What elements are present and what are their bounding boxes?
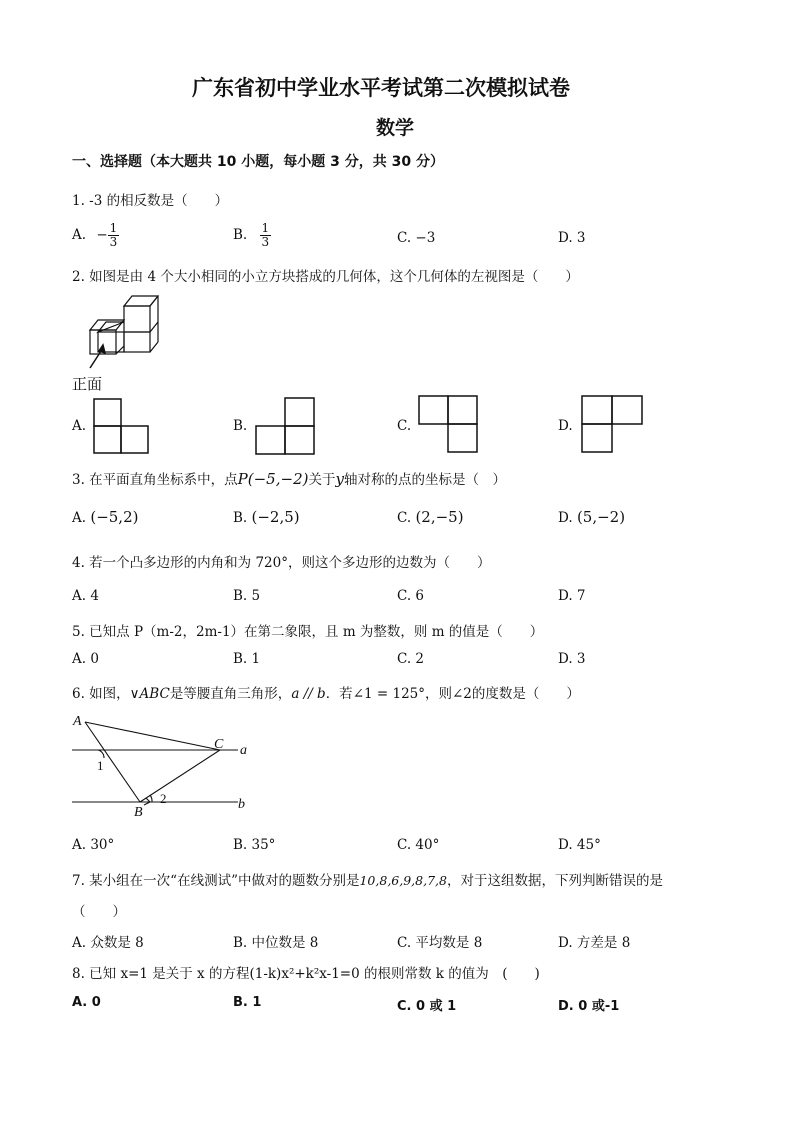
q8-option-d[interactable]: D. 0 或-1 — [558, 999, 620, 1014]
q6-option-c[interactable]: C. 40° — [397, 837, 440, 853]
angle-2-label: 2 — [160, 791, 167, 806]
q5-option-d[interactable]: D. 3 — [558, 651, 586, 667]
q5-option-c[interactable]: C. 2 — [397, 651, 425, 667]
page-title: 广东省初中学业水平考试第二次模拟试卷 — [192, 76, 570, 100]
q6-option-a[interactable]: A. 30° — [72, 837, 115, 853]
triangle-figure — [70, 712, 260, 822]
q2-option-c-label[interactable]: C. — [397, 418, 412, 434]
q7-option-a[interactable]: A. 众数是 8 — [72, 935, 144, 951]
section-heading: 一、选择题（本大题共 10 小题，每小题 3 分，共 30 分） — [72, 154, 444, 170]
q3-option-b[interactable]: B. (−2,5) — [233, 508, 300, 526]
q2-option-c-view — [417, 394, 481, 456]
question-8-stem: 8. 已知 x=1 是关于 x 的方程(1-k)x²+k²x-1=0 的根则常数 k 的值为 ( ) — [72, 966, 540, 982]
q2-option-b-label[interactable]: B. — [233, 418, 248, 434]
q2-option-b-view — [254, 396, 318, 456]
q5-option-b[interactable]: B. 1 — [233, 651, 261, 667]
q6-option-d[interactable]: D. 45° — [558, 837, 601, 853]
q2-option-d-label[interactable]: D. — [558, 418, 573, 434]
q1-option-a-sign: − — [96, 227, 108, 243]
q1-option-a[interactable] — [72, 222, 119, 249]
q8-option-b[interactable]: B. 1 — [233, 995, 262, 1010]
line-a-label: a — [240, 743, 247, 758]
q3-option-a[interactable]: A. (−5,2) — [72, 508, 139, 526]
page-subtitle: 数学 — [376, 117, 415, 139]
question-1-stem: 1. -3 的相反数是（ ） — [72, 193, 229, 209]
question-3-stem: 3. 在平面直角坐标系中，点P(−5,−2)关于y轴对称的点的坐标是（ ） — [72, 470, 506, 488]
q1-option-b-label: B. — [233, 227, 248, 243]
question-5-stem: 5. 已知点 P（m-2，2m-1）在第二象限，且 m 为整数，则 m 的值是（ ） — [72, 624, 544, 640]
q4-option-c[interactable]: C. 6 — [397, 588, 425, 604]
q7-option-c[interactable]: C. 平均数是 8 — [397, 935, 483, 951]
q4-option-a[interactable]: A. 4 — [72, 588, 99, 604]
q2-option-a-label[interactable]: A. — [72, 418, 87, 434]
q1-option-c[interactable]: C. −3 — [397, 230, 436, 246]
question-7-paren: （ ） — [72, 904, 126, 920]
q2-option-d-view — [580, 394, 646, 456]
angle-1-label: 1 — [97, 758, 104, 773]
vertex-c-label: C — [214, 737, 224, 752]
vertex-a-label: A — [73, 714, 82, 729]
question-6-stem: 6. 如图，∨ABC是等腰直角三角形，a // b．若∠1 = 125°，则∠2的度数是（ ） — [72, 686, 580, 702]
q7-option-b[interactable]: B. 中位数是 8 — [233, 935, 319, 951]
q2-option-a-view — [92, 397, 152, 457]
cube-figure — [72, 290, 172, 380]
q3-option-d[interactable]: D. (5,−2) — [558, 508, 626, 526]
q8-option-c[interactable]: C. 0 或 1 — [397, 999, 457, 1014]
question-4-stem: 4. 若一个凸多边形的内角和为 720°，则这个多边形的边数为（ ） — [72, 555, 491, 571]
vertex-b-label: B — [134, 805, 143, 820]
q5-option-a[interactable]: A. 0 — [72, 651, 99, 667]
q3-option-c[interactable]: C. (2,−5) — [397, 508, 464, 526]
q7-option-d[interactable]: D. 方差是 8 — [558, 935, 631, 951]
line-b-label: b — [238, 797, 245, 812]
q1-option-a-fraction: $\frac{1}{3}$ — [109, 221, 118, 249]
front-label: 正面 — [72, 375, 103, 393]
q1-option-d[interactable]: D. 3 — [558, 230, 586, 246]
q6-option-b[interactable]: B. 35° — [233, 837, 276, 853]
q8-option-a[interactable]: A. 0 — [72, 995, 101, 1010]
q1-option-b[interactable] — [233, 222, 271, 249]
question-7-stem: 7. 某小组在一次“在线测试”中做对的题数分别是10,8,6,9,8,7,8，对于这组数据，下列判断错误的是 — [72, 873, 663, 889]
q1-option-a-label: A. — [72, 227, 87, 243]
q4-option-d[interactable]: D. 7 — [558, 588, 586, 604]
question-2-stem: 2. 如图是由 4 个大小相同的小立方块搭成的几何体，这个几何体的左视图是（ ） — [72, 269, 579, 285]
q1-option-b-fraction: $\frac{1}{3}$ — [261, 221, 270, 249]
q4-option-b[interactable]: B. 5 — [233, 588, 261, 604]
